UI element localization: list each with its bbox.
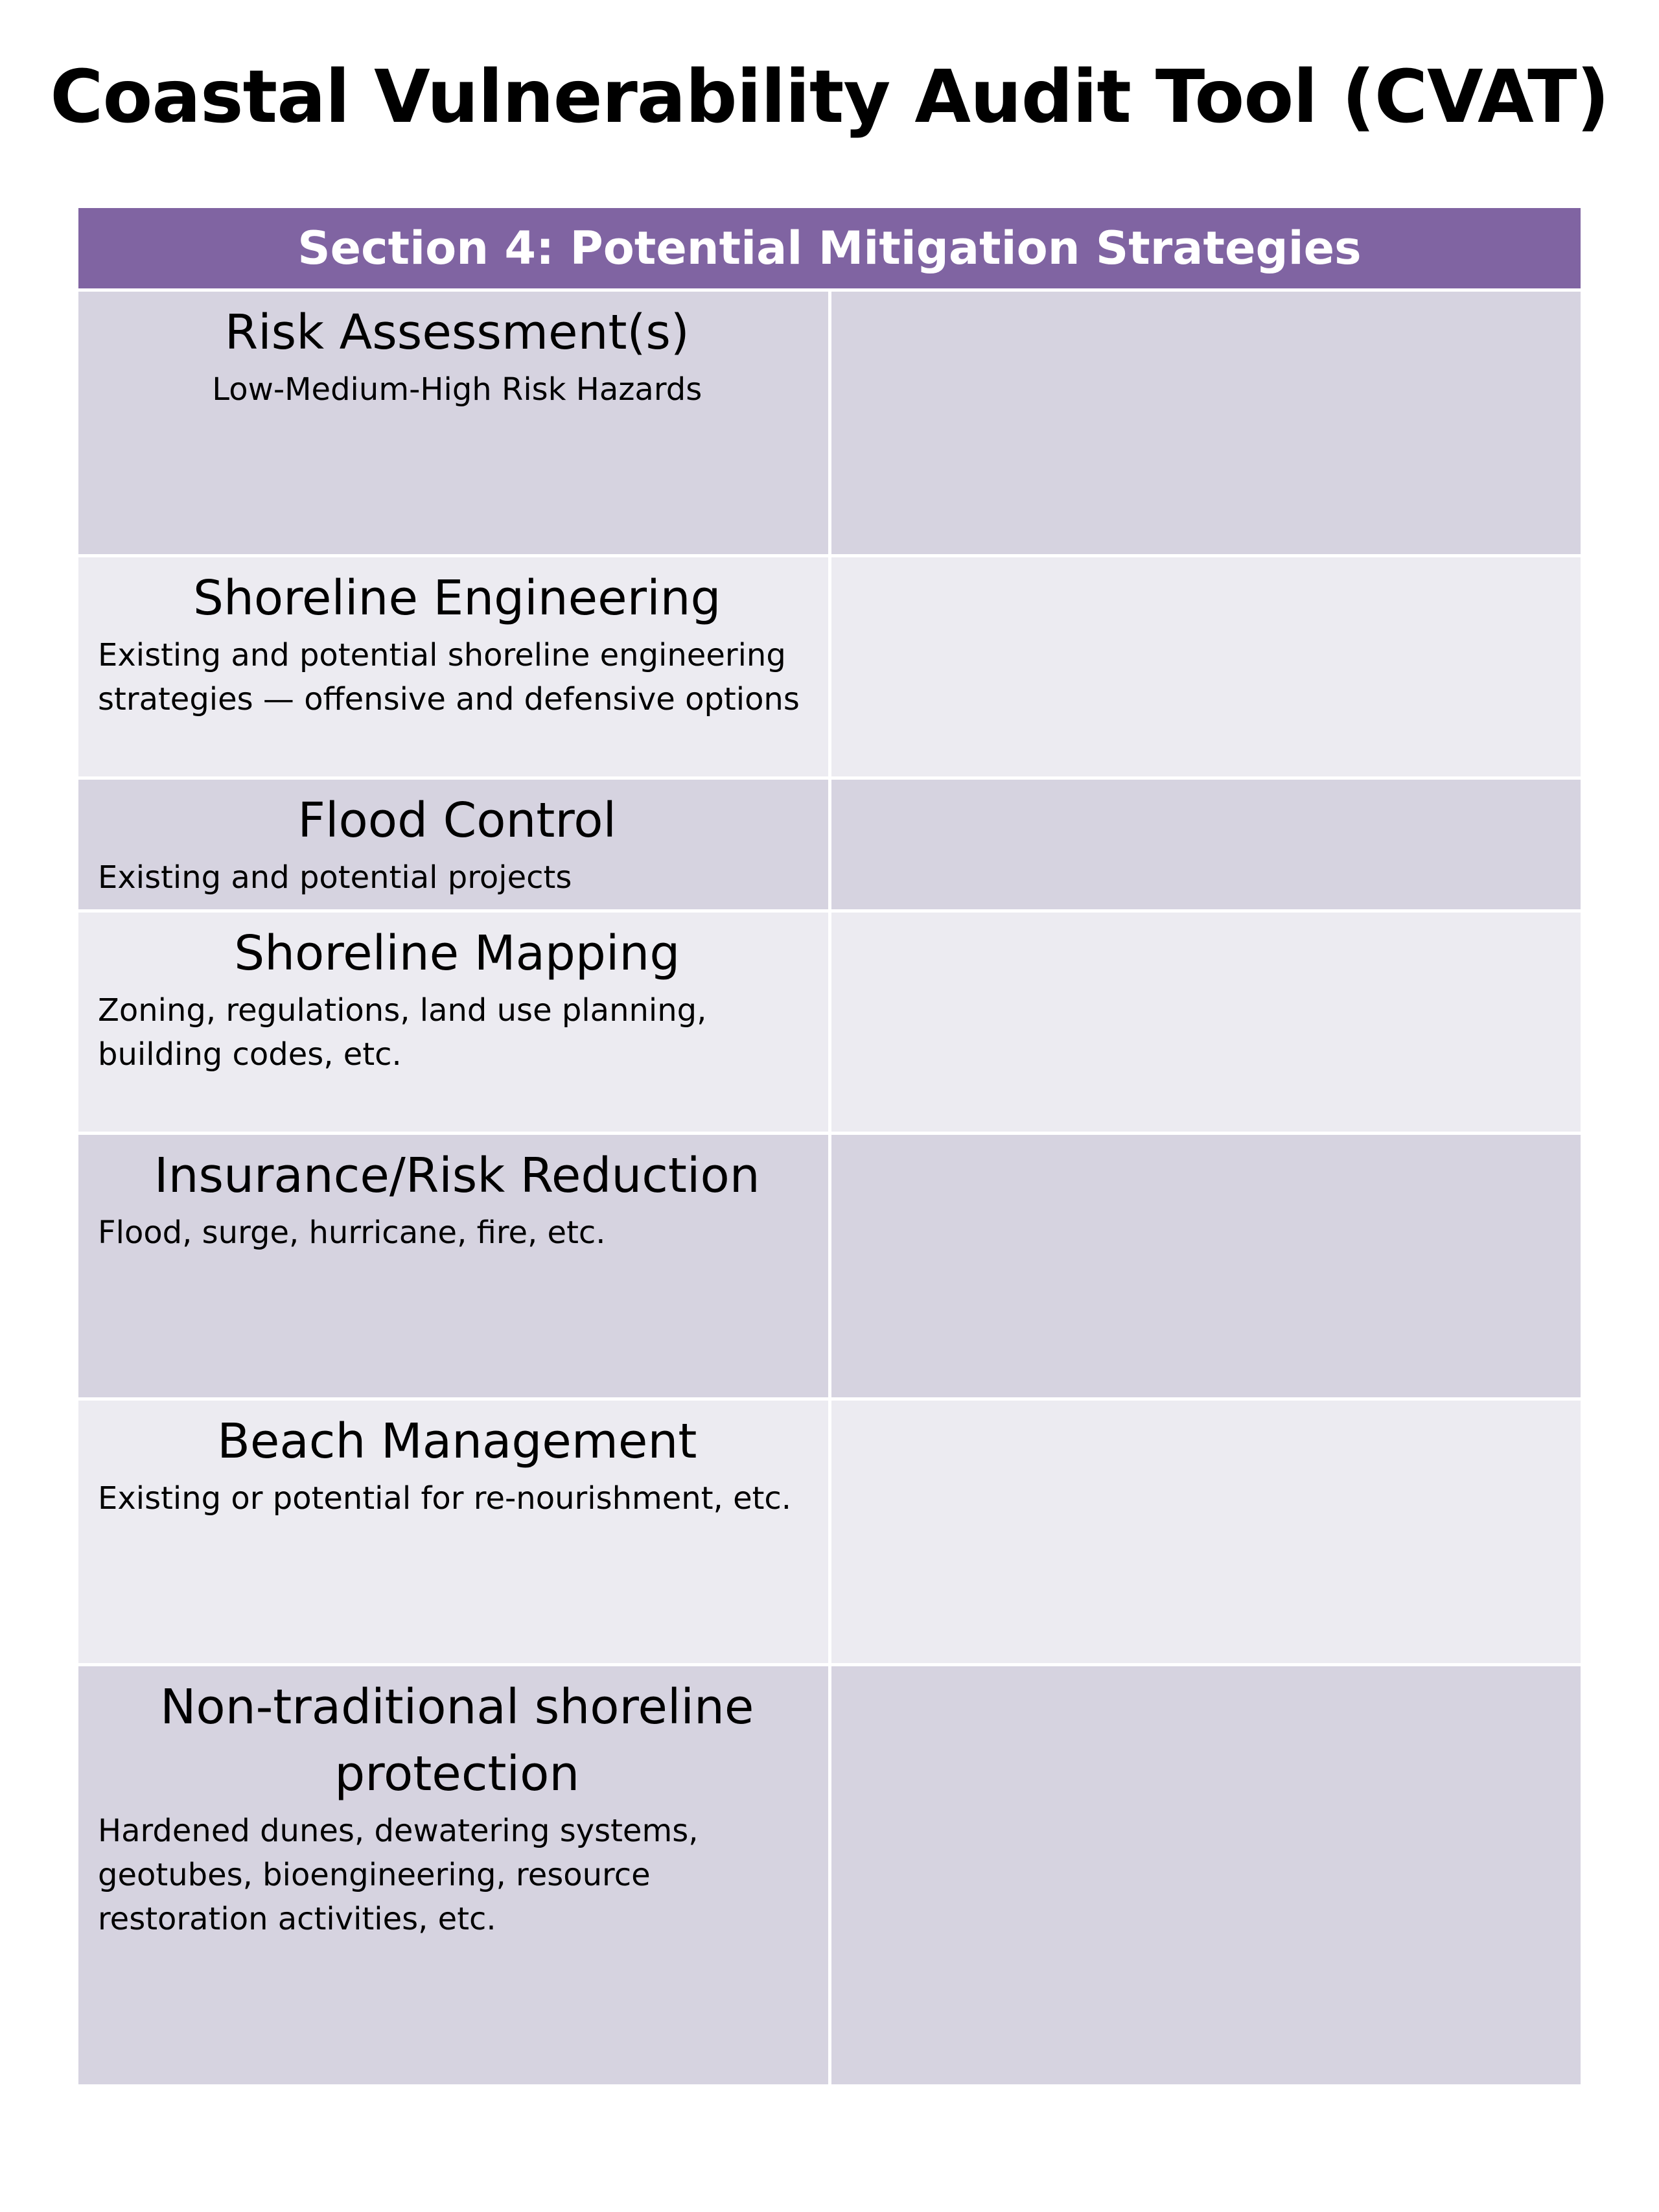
row-description: Existing or potential for re-nourishment, etc. [98,1480,792,1517]
insurance-risk-reduction-input-cell[interactable] [830,1134,1583,1399]
table-row-flood-control [77,778,1583,911]
shoreline-mapping-input-cell[interactable] [830,911,1583,1134]
row-title: Flood Control [297,793,617,848]
table-row-non-traditional-shoreline-protection [77,1665,1583,2086]
row-description: Hardened dunes, dewatering systems, geotubes, bioengineering, resource restoration activities, etc. [98,1813,699,1937]
row-label-cell [77,1134,830,1399]
row-description: Zoning, regulations, land use planning, building codes, etc. [98,992,707,1073]
beach-management-input-cell[interactable] [830,1399,1583,1665]
mitigation-strategies-table [75,205,1584,2088]
table-row-beach-management [77,1399,1583,1665]
section-header: Section 4: Potential Mitigation Strategies [77,207,1583,290]
row-title: Beach Management [217,1414,697,1469]
row-label-cell [77,1665,830,2086]
table-row-risk-assessment [77,290,1583,556]
row-title: Insurance/Risk Reduction [154,1148,760,1204]
row-title: Non-traditional shoreline protection [160,1679,754,1802]
non-traditional-shoreline-protection-input-cell[interactable] [830,1665,1583,2086]
flood-control-input-cell[interactable] [830,778,1583,911]
row-label-cell [77,1399,830,1665]
row-label-cell [77,290,830,556]
row-description: Flood, surge, hurricane, fire, etc. [98,1215,606,1251]
shoreline-engineering-input-cell[interactable] [830,556,1583,778]
row-description: Low-Medium-High Risk Hazards [212,371,702,408]
section-header-row [77,207,1583,290]
risk-assessment-input-cell[interactable] [830,290,1583,556]
row-title: Risk Assessment(s) [224,305,690,360]
row-description: Existing and potential shoreline engineering strategies — offensive and defensive options [98,637,800,717]
row-label-cell [77,556,830,778]
table-row-insurance-risk-reduction [77,1134,1583,1399]
page-title: Coastal Vulnerability Audit Tool (CVAT) [50,55,1609,139]
row-label-cell [77,911,830,1134]
table-row-shoreline-mapping [77,911,1583,1134]
table-row-shoreline-engineering [77,556,1583,778]
row-title: Shoreline Engineering [192,570,721,626]
row-label-cell [77,778,830,911]
row-description: Existing and potential projects [98,859,572,896]
row-title: Shoreline Mapping [234,926,680,981]
